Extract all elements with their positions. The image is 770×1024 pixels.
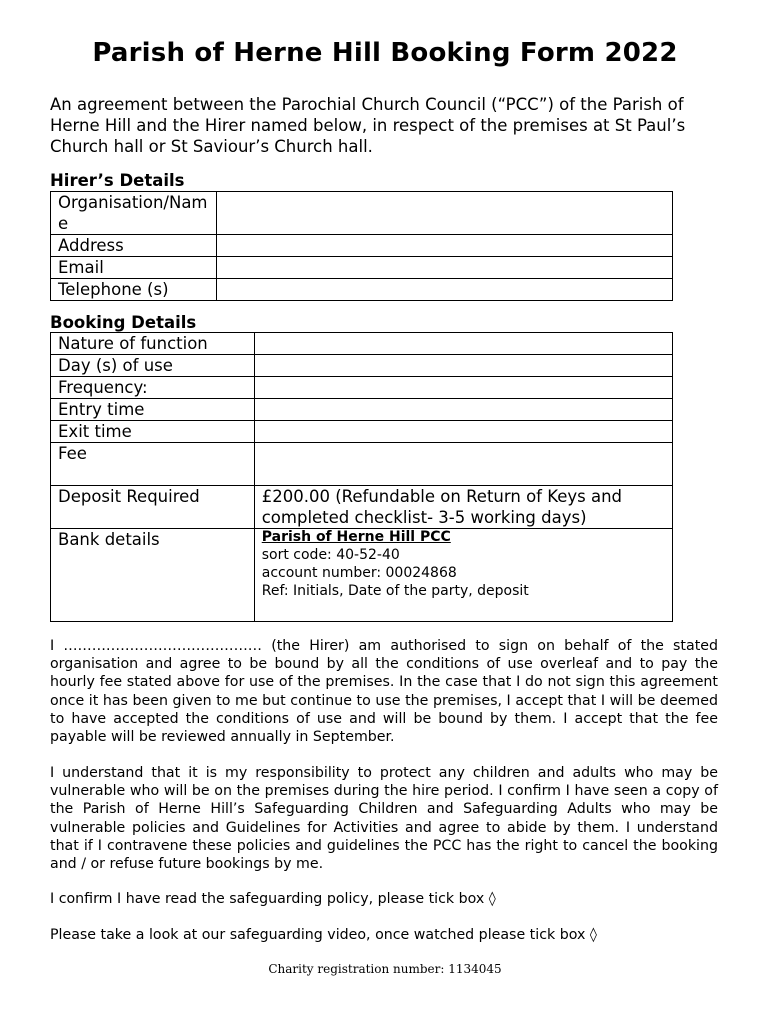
frequency-label: Frequency: bbox=[51, 377, 255, 399]
confirm-policy-line bbox=[50, 890, 718, 908]
table-row bbox=[51, 333, 673, 355]
hirer-details-heading: Hirer’s Details bbox=[50, 171, 185, 190]
deposit-value: £200.00 (Refundable on Return of Keys and completed checklist- 3-5 working days) bbox=[254, 486, 672, 529]
bank-details-value bbox=[254, 529, 672, 622]
exit-time-label: Exit time bbox=[51, 421, 255, 443]
confirm-video-text[interactable]: Please take a look at our safeguarding video, once watched please tick box ◊ bbox=[50, 927, 597, 943]
organisation-name-field[interactable] bbox=[216, 192, 672, 235]
nature-of-function-label: Nature of function bbox=[51, 333, 255, 355]
table-row bbox=[51, 529, 673, 622]
days-of-use-field[interactable] bbox=[254, 355, 672, 377]
fee-label: Fee bbox=[51, 443, 255, 486]
hirer-details-table bbox=[50, 191, 673, 301]
table-row bbox=[51, 421, 673, 443]
bank-account-name: Parish of Herne Hill PCC bbox=[261, 529, 451, 545]
booking-details-heading: Booking Details bbox=[50, 313, 197, 332]
days-of-use-label: Day (s) of use bbox=[51, 355, 255, 377]
table-row bbox=[51, 235, 673, 257]
email-label: Email bbox=[51, 257, 217, 279]
entry-time-field[interactable] bbox=[254, 399, 672, 421]
table-row bbox=[51, 443, 673, 486]
table-row bbox=[51, 377, 673, 399]
table-row bbox=[51, 399, 673, 421]
booking-details-table bbox=[50, 332, 673, 622]
table-row bbox=[51, 257, 673, 279]
email-field[interactable] bbox=[216, 257, 672, 279]
bank-account-number: account number: 00024868 bbox=[261, 565, 457, 581]
fee-field[interactable] bbox=[254, 443, 672, 486]
deposit-label: Deposit Required bbox=[51, 486, 255, 529]
table-row bbox=[51, 355, 673, 377]
confirm-video-line bbox=[50, 926, 718, 944]
table-row bbox=[51, 192, 673, 235]
charity-registration-footer: Charity registration number: 1134045 bbox=[268, 962, 502, 976]
bank-reference: Ref: Initials, Date of the party, deposit bbox=[261, 583, 529, 599]
bank-details-label: Bank details bbox=[51, 529, 255, 622]
agreement-paragraph: I …………………………………… (the Hirer) am authorised to sign on behalf of the stated organisation and agree to be bound by all the conditions of use overleaf and to pay the hourly fee stated above for use of the premises. In the case that I do not sign this agreement once it has been given to me but continue to use the premises, I accept that I will be deemed to have accepted the conditions of use and will be bound by them. I accept that the fee payable will be reviewed annually in September. bbox=[50, 638, 718, 746]
entry-time-label: Entry time bbox=[51, 399, 255, 421]
page-title: Parish of Herne Hill Booking Form 2022 bbox=[92, 38, 678, 68]
exit-time-field[interactable] bbox=[254, 421, 672, 443]
telephone-field[interactable] bbox=[216, 279, 672, 301]
organisation-name-label: Organisation/Name bbox=[51, 192, 217, 235]
bank-sort-code: sort code: 40-52-40 bbox=[261, 547, 400, 563]
table-row bbox=[51, 279, 673, 301]
telephone-label: Telephone (s) bbox=[51, 279, 217, 301]
address-field[interactable] bbox=[216, 235, 672, 257]
address-label: Address bbox=[51, 235, 217, 257]
table-row bbox=[51, 486, 673, 529]
confirm-policy-text[interactable]: I confirm I have read the safeguarding policy, please tick box ◊ bbox=[50, 891, 496, 907]
frequency-field[interactable] bbox=[254, 377, 672, 399]
intro-paragraph: An agreement between the Parochial Church Council (“PCC”) of the Parish of Herne Hill and the Hirer named below, in respect of the premises at St Paul’s Church hall or St Saviour’s Church hall. bbox=[50, 95, 686, 156]
nature-of-function-field[interactable] bbox=[254, 333, 672, 355]
safeguarding-paragraph: I understand that it is my responsibility to protect any children and adults who may be vulnerable who will be on the premises during the hire period. I confirm I have seen a copy of the Parish of Herne Hill’s Safeguarding Children and Safeguarding Adults who may be vulnerable policies and Guidelines for Activities and agree to abide by them. I understand that if I contravene these policies and guidelines the PCC has the right to cancel the booking and / or refuse future bookings by me. bbox=[50, 765, 718, 873]
